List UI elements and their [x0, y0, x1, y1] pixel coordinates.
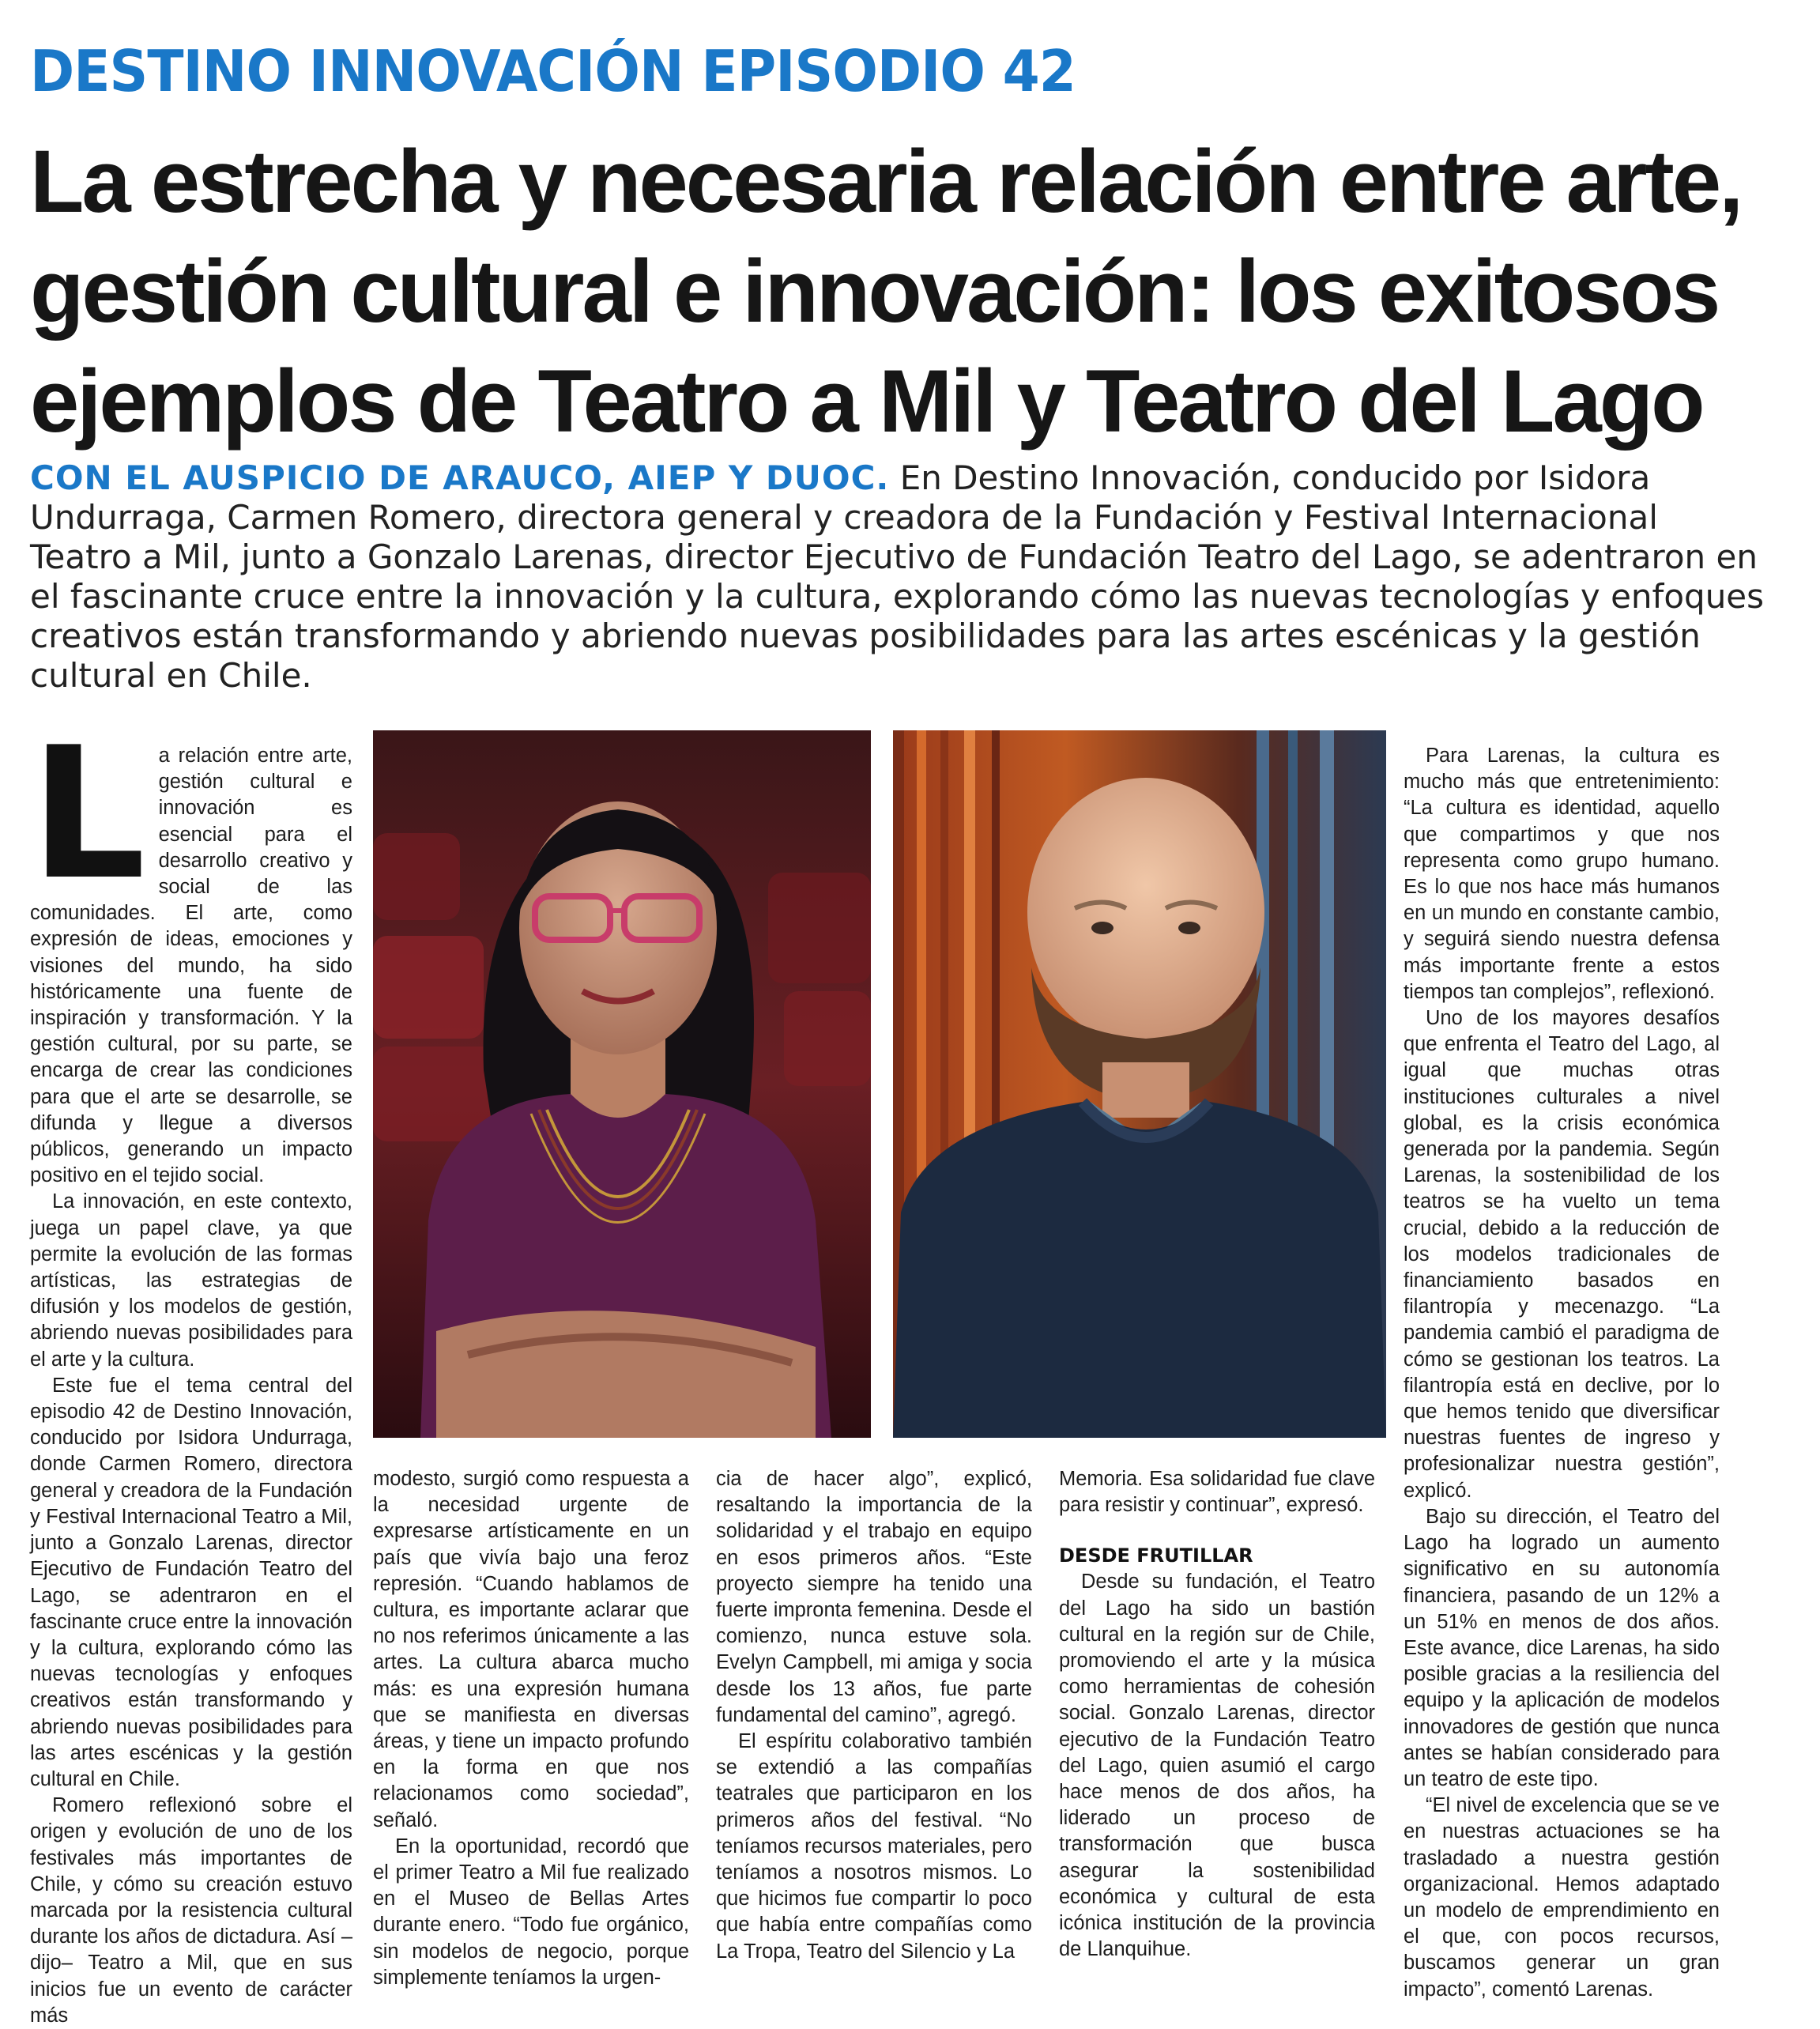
article-paragraph: modesto, surgió como respuesta a la necesidad urgente de expresarse artísticamente en un país que vivía bajo una feroz represión. “Cuando hablamos de cultura, es importante aclarar que no nos referimos únicamente a las artes. La cultura abarca mucho más: es una expresión humana que se manifiesta en diversas áreas, y tiene un impacto profundo en la forma en que nos relacionamos como sociedad”, señaló. [373, 1468, 689, 1831]
article-paragraph: La innovación, en este contexto, juega un papel clave, ya que permite la evolución de las formas artísticas, las estrategias de difusión y los modelos de gestión, abriendo nuevas posibilidades para el arte y la cultura. [30, 1190, 352, 1371]
article-paragraph: Memoria. Esa solidaridad fue clave para resistir y continuar”, expresó. [1059, 1468, 1375, 1517]
article-column-5 [1404, 743, 1720, 2003]
article-paragraph: Bajo su dirección, el Teatro del Lago ha logrado un aumento significativo en su autonomía financiera, pasando de un 12% a un 51% en menos de dos años. Este avance, dice Larenas, ha sido posible gracias a la resiliencia del equipo y la aplicación de modelos innovadores de gestión que nunca antes se habían considerado para un teatro de este tipo. [1404, 1505, 1720, 1790]
subhead-desde-frutillar: DESDE FRUTILLAR [1059, 1544, 1253, 1567]
article-paragraph: Este fue el tema central del episodio 42 de Destino Innovación, conducido por Isidora Undurraga, donde Carmen Romero, directora general y creadora de la Fundación y Festival Internacional Teatro a Mil, junto a Gonzalo Larenas, director Ejecutivo de Fundación Teatro del Lago, se adentraron en el fascinante cruce entre la innovación y la cultura, explorando cómo las nuevas tecnologías y enfoques creativos están transformando y abriendo nuevas posibilidades para las artes escénicas y la gestión cultural en Chile. [30, 1374, 352, 1790]
article-column-2 [373, 1466, 689, 1991]
article-column-4 [1059, 1466, 1375, 1963]
article-paragraph: Para Larenas, la cultura es mucho más que entretenimiento: “La cultura es identidad, aquello que compartimos y que nos representa como grupo humano. Es lo que nos hace más humanos en un mundo en constante cambio, y seguirá siendo nuestra defensa más importante frente a estos tiempos tan complejos”, reflexionó. [1404, 745, 1720, 1003]
article-paragraph: cia de hacer algo”, explicó, resaltando la importancia de la solidaridad y el trabajo en equipo en esos primeros años. “Este proyecto siempre ha tenido una fuerte impronta femenina. Desde el comienzo, nunca estuve sola. Evelyn Campbell, mi amiga y socia desde los 13 años, fue parte fundamental del camino”, agregó. [716, 1468, 1032, 1726]
lead-sponsor: CON EL AUSPICIO DE ARAUCO, AIEP Y DUOC. [30, 458, 890, 497]
headline-line: La estrecha y necesaria relación entre arte, [30, 132, 1742, 231]
article-paragraph: El espíritu colaborativo también se extendió a las compañías teatrales que participaron en los primeros años del festival. “No teníamos recursos materiales, pero teníamos a nosotros mismos. Lo que hicimos fue compartir lo poco que había entre compañías como La Tropa, Teatro del Silencio y La [716, 1730, 1032, 1963]
photo-carmen-romero [373, 730, 871, 1438]
article-paragraph: Uno de los mayores desafíos que enfrenta el Teatro del Lago, al igual que muchas otras instituciones culturales a nivel global, es la crisis económica generada por la pandemia. Según Larenas, la sostenibilidad de los teatros se ha vuelto un tema crucial, debido a la reducción de los modelos tradicionales de financiamiento basados en filantropía y mecenazgo. “La pandemia cambió el paradigma de cómo se gestionan los teatros. La filantropía está en declive, por lo que hemos tenido que diversificar nuestras fuentes de ingreso y profesionalizar nuestra gestión”, explicó. [1404, 1007, 1720, 1502]
headline [30, 126, 1792, 456]
article-paragraph: Desde su fundación, el Teatro del Lago ha sido un bastión cultural en la región sur de Chile, promoviendo el arte y la música como herramientas de cohesión social. Gonzalo Larenas, director ejecutivo de la Fundación Teatro del Lago, quien asumió el cargo hace menos de dos años, ha liderado un proceso de transformación que busca asegurar la sostenibilidad económica y cultural de esta icónica institución de la provincia de Llanquihue. [1059, 1571, 1375, 1961]
lead-text: En Destino Innovación, conducido por Isidora Undurraga, Carmen Romero, directora general y creadora de la Fundación y Festival Internacional Teatro a Mil, junto a Gonzalo Larenas, director Ejecutivo de Fundación Teatro del Lago, se adentraron en el fascinante cruce entre la innovación y la cultura, explorando cómo las nuevas tecnologías y enfoques creativos están transformando y abriendo nuevas posibilidades para las artes escénicas y la gestión cultural en Chile. [30, 458, 1765, 695]
article-paragraph: “El nivel de excelencia que se ve en nuestras actuaciones se ha trasladado a nuestra gestión organizacional. Hemos adaptado un modelo de emprendimiento en el que, con pocos recursos, buscamos generar un gran impacto”, comentó Larenas. [1404, 1794, 1720, 2001]
section-kicker: DESTINO INNOVACIÓN EPISODIO 42 [30, 38, 1076, 104]
article-column-1 [30, 709, 352, 2029]
article-paragraph: La relación entre arte, gestión cultural e innovación es esencial para el desarrollo creativo y social de las comunidades. El arte, como expresión de ideas, emociones y visiones del mundo, ha sido históricamente una fuente de inspiración y transformación. Y la gestión cultural, por su parte, se encarga de crear las condiciones para que el arte se desarrolle, se difunda y llegue a diversos públicos, generando un impacto positivo en el tejido social. [30, 709, 352, 1187]
photo-gonzalo-larenas [893, 730, 1386, 1438]
article-column-3 [716, 1466, 1032, 1965]
article-paragraph: En la oportunidad, recordó que el primer Teatro a Mil fue realizado en el Museo de Bellas Artes durante enero. “Todo fue orgánico, sin modelos de negocio, porque simplemente teníamos la urgen- [373, 1835, 689, 1989]
article-paragraph: Romero reflexionó sobre el origen y evolución de uno de los festivales más importantes de Chile, y cómo su creación estuvo marcada por la resistencia cultural durante los años de dictadura. Así –dijo– Teatro a Mil, que en sus inicios fue un evento de carácter más [30, 1794, 352, 2027]
drop-cap: L [30, 709, 146, 920]
headline-line: ejemplos de Teatro a Mil y Teatro del Lago [30, 352, 1703, 451]
lead-paragraph [30, 458, 1769, 696]
headline-line: gestión cultural e innovación: los exitosos [30, 242, 1719, 341]
